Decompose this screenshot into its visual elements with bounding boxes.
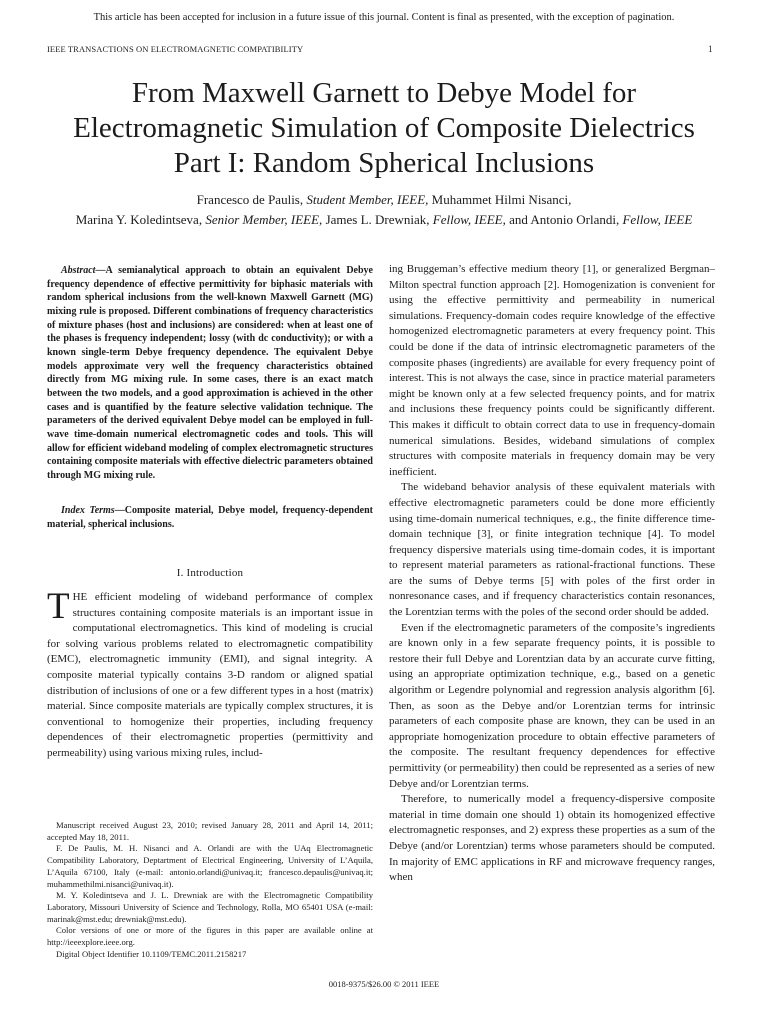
index-terms — [47, 504, 373, 531]
copyright-footer: 0018-9375/$26.00 © 2011 IEEE — [328, 979, 440, 989]
body-paragraph: Therefore, to numerically model a frequency-dispersive composite material in time domain one should 1) obtain its homogenized effective electromagnetic responses, and 2) express these properties as a sum of the Debye (and/or Lorentzian) terms whose parameters should be computed. In majority of EMC applications in RF and microwave frequency ranges, when — [389, 793, 715, 884]
title-line-2: Electromagnetic Simulation of Composite Dielectrics — [73, 112, 695, 144]
author-membership: Student Member, IEEE, — [306, 192, 429, 207]
page-number: 1 — [708, 44, 713, 54]
acceptance-notice: This article has been accepted for inclusion in a future issue of this journal. Content is final as presented, with the exception of pagination. — [93, 12, 675, 23]
author-line-2 — [0, 210, 768, 230]
author-name: Francesco de Paulis, — [196, 192, 304, 207]
author-membership: Senior Member, IEEE, — [205, 212, 323, 227]
section-heading: I. Introduction — [176, 567, 244, 579]
abstract — [47, 264, 373, 483]
right-column — [389, 262, 715, 886]
body-paragraph: Even if the electromagnetic parameters of the composite’s ingredients are known only in a few separate frequency points, it is possible to restore their full Debye and Lorentzian data by an accurate curve fitting, using an appropriate optimization technique, e.g., based on a genetic algorithm or Legendre polynomial and regression analysis algorithm [6]. Then, as soon as the Debye and/or Lorentzian terms for intrinsic parameters of each composite phase are known, they can be used in an appropriate homogenization procedure to obtain effective parameters of the composite. The resultant frequency dependences for effective permittivity (or permeability) then could be represented as a series of new Debye and/or Lorentzian terms. — [389, 621, 715, 790]
index-terms-label: Index Terms — [61, 505, 115, 516]
paper-title — [0, 76, 768, 181]
author-line-1 — [0, 190, 768, 210]
footnote-manuscript: Manuscript received August 23, 2010; revised January 28, 2011 and April 14, 2011; accepted May 18, 2011. — [47, 820, 373, 842]
drop-cap: T — [47, 586, 70, 627]
abstract-label: Abstract — [61, 265, 96, 276]
author-membership: Fellow, IEEE — [622, 212, 693, 227]
author-list — [0, 190, 768, 230]
introduction-text: HE efficient modeling of wideband performance of complex structures containing composite materials is an important issue in computational electromagnetics. This kind of modeling is crucial for solving various problems related to electromagnetic compatibility (EMC), electromagnetic immunity (EMI), and signal integrity. A composite material typically contains 3-D random or aligned spatial distribution of inclusions of one or a few different types in a host (matrix) material. Since composite materials are typically complex structures, it is conventional to homogenize their properties, including frequency dependences of their electromagnetic properties (permittivity and permeability) using various mixing rules, includ- — [47, 591, 373, 759]
footnote-color-figures: Color versions of one or more of the figures in this paper are available online at http://ieeexplore.ieee.org. — [47, 925, 373, 948]
author-name: Muhammet Hilmi Nisanci, — [431, 192, 572, 207]
footnote-affiliation-2: M. Y. Koledintseva and J. L. Drewniak are with the Electromagnetic Compatibility Laboratory, Missouri University of Science and Technology, Rolla, MO 65401 USA (e-mail: marinak@mst.edu; drewniak@mst.edu). — [47, 890, 373, 924]
body-paragraph: ing Bruggeman’s effective medium theory [1], or generalized Bergman–Milton spectral function approach [2]. Homogenization is convenient for using the effective permittivity and permeability in numerical simulations. Frequency-domain codes require knowledge of the effective homogenized electromagnetic parameters at every frequency point. This could be done if the data of intrinsic electromagnetic parameters of the composite phases (ingredients) are available for every frequency point of interest. This is not always the case, since in practice material parameters might be known only at a few selected frequency points, and for matrix and inclusions these frequency points could be significantly different. This makes it difficult to obtain correct data to use in frequency-domain numerical simulations. Besides, wideband simulations of complex structures with composite materials in frequency domain may be very inefficient. — [389, 263, 715, 478]
body-paragraph: The wideband behavior analysis of these equivalent materials with effective electromagnetic parameters could be done more efficiently using time-domain numerical techniques, e.g., the finite difference time-domain technique [3], or finite integration technique [4]. To model frequency dispersive materials using time-domain codes, it is important to represent material parameters as rational-fractional functions. These are the sums of Debye terms [5] with poles of the first order in nonresonance cases, and if frequency characteristics contain resonances, the Lorentzian terms with the poles of the second order should be added. — [389, 481, 715, 619]
abstract-text: —A semianalytical approach to obtain an equivalent Debye frequency dependence of effective permittivity for biphasic materials with random spherical inclusions from the well-known Maxwell Garnett (MG) mixing rule is proposed. Different combinations of frequency characteristics of mixture phases (host and inclusions) are considered: when at least one of the phases is frequency independent; lossy (with dc conductivity); or with a known single-term Debye frequency dependence. The equivalent Debye models approximate very well the frequency characteristics obtained directly from MG mixing rule. In some cases, there is an exact match between the two models, and a good approximation is achieved in the other cases and is quantified by the feature selective validation technique. The parameters of the derived equivalent Debye model can be employed in full-wave time-domain numerical electromagnetic codes and tools. This will allow for efficient wideband modeling of complex electromagnetic structures containing composite materials with effective dielectric parameters obtained through MG mixing rule. — [47, 265, 373, 481]
author-name: Marina Y. Koledintseva, — [75, 212, 203, 227]
index-terms-text: —Composite material, Debye model, frequency-dependent material, spherical inclusions. — [47, 505, 373, 530]
author-membership: Fellow, IEEE, — [432, 212, 506, 227]
introduction-paragraph — [47, 586, 373, 762]
title-line-1: From Maxwell Garnett to Debye Model for — [131, 77, 637, 109]
footnote-doi: Digital Object Identifier 10.1109/TEMC.2011.2158217 — [56, 948, 247, 959]
footnotes — [47, 820, 373, 960]
author-name: and Antonio Orlandi, — [509, 212, 620, 227]
title-line-3: Part I: Random Spherical Inclusions — [173, 147, 595, 179]
author-name: James L. Drewniak, — [325, 212, 430, 227]
footnote-affiliation-1: F. De Paulis, M. H. Nisanci and A. Orlandi are with the UAq Electromagnetic Compatibility Laboratory, Deptartment of Electrical Engineering, University of L’Aquila, L’Aquila 67100, Italy (e-mail: antonio.orlandi@univaq.it; francesco.depaulis@univaq.it; muhammethilmi.nisanci@univaq.it). — [47, 843, 373, 889]
running-head: IEEE TRANSACTIONS ON ELECTROMAGNETIC COMPATIBILITY — [47, 44, 304, 54]
